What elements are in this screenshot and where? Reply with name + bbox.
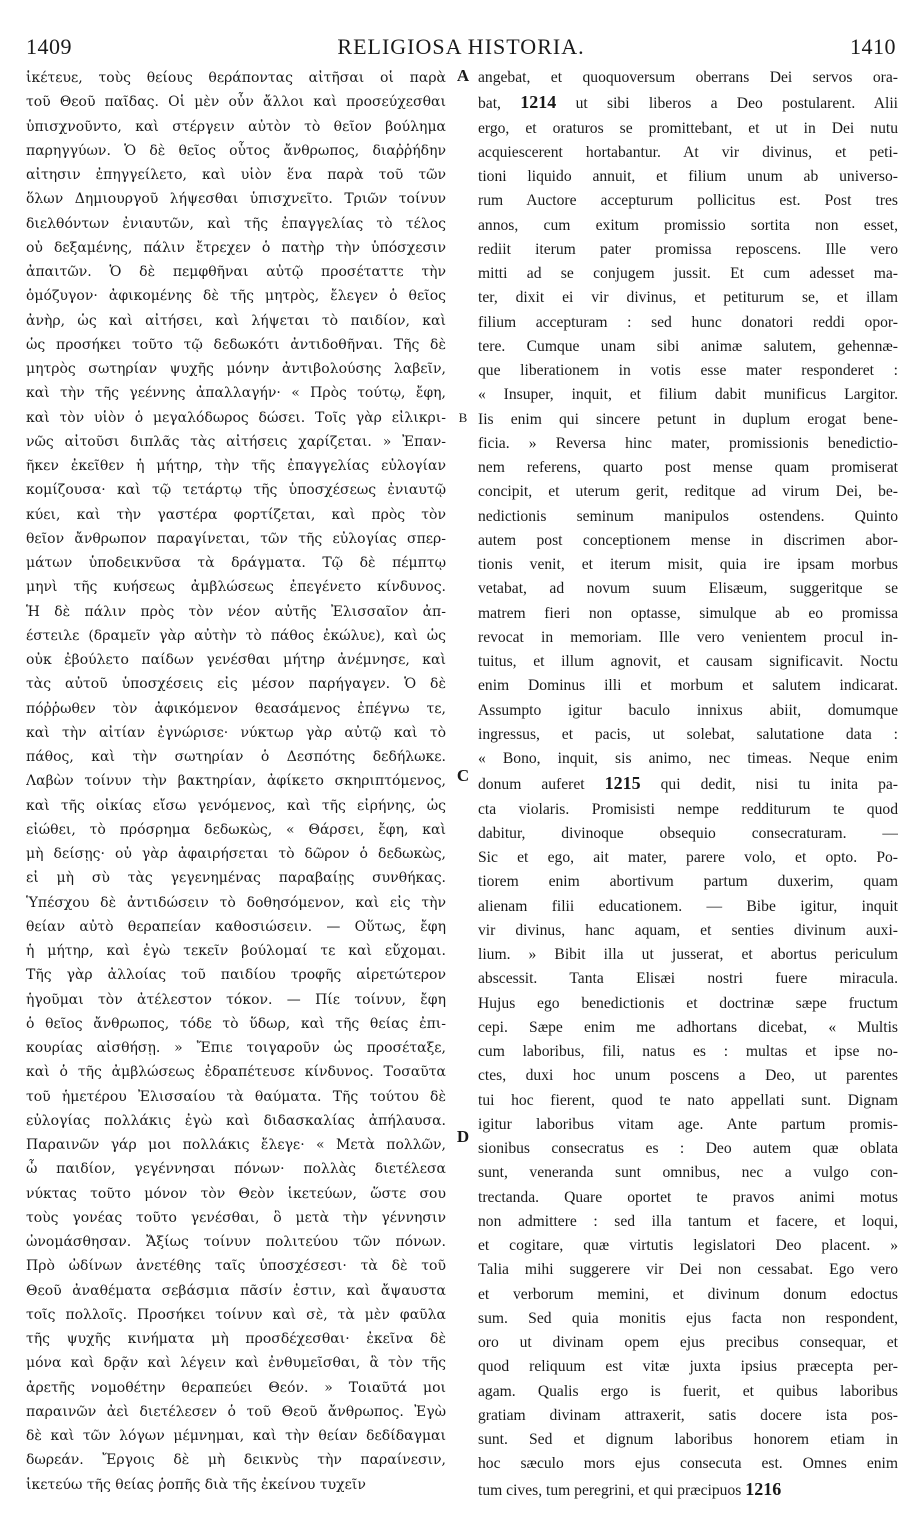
greek-line: νῶς αἰτοῦσι διπλᾶς τὰς αἰτήσεις χαρίζεται. » Ἐπαν- bbox=[26, 433, 446, 450]
latin-text-segment: tere. Cumque unam sibi animæ salutem, gehennæ- bbox=[478, 337, 898, 355]
greek-line: μηνὶ τῆς κυήσεως ἀμβλώσεως ἐπεγένετο κίνδυνος. bbox=[26, 579, 446, 596]
latin-text-segment: qui dedit, nisi tu inita pa- bbox=[640, 776, 898, 794]
latin-text-segment: ergo, et oraturos se promittebant, et ut in Dei nutu bbox=[478, 119, 898, 137]
latin-line bbox=[478, 1331, 898, 1355]
greek-line: τῆς ψυχῆς κινήματα μὴ προσδέχεσθαι· ἐκεῖνα δὲ bbox=[26, 1331, 446, 1347]
greek-line: αἰτησιν ἐπηγγείλετο, καὶ υἱὸν ἕνα παρὰ τοῦ τῶν bbox=[26, 167, 446, 183]
latin-text-segment: matrem fieri non optasse, simulque ab eo promissa bbox=[478, 604, 898, 622]
latin-text-segment: ut sibi liberos a Deo postularent. Alii bbox=[556, 95, 898, 113]
latin-text-segment: vetabat, ad novum suum Elisæum, suggeritque se bbox=[478, 580, 898, 598]
greek-line: ὠνομάσθησαν. Ἄξίως τοίνυν πολιτεύου τῶν πόνων. bbox=[26, 1234, 446, 1250]
latin-text-segment: vir divinus, hanc aquam, et senties divinum auxi- bbox=[478, 921, 898, 939]
latin-line bbox=[478, 870, 898, 894]
greek-line: νύκτας τοῦτο μόνον τὸν Θεὸν ἱκετεύων, ὥστε σου bbox=[26, 1185, 446, 1202]
latin-line bbox=[478, 1477, 898, 1503]
latin-text-segment: alienam filii educationem. — Bibe igitur, inquit bbox=[478, 897, 898, 915]
latin-line bbox=[478, 723, 898, 747]
greek-line: Θεοῦ ἀναθέματα σεβάσμια πᾶσίν ἐστιν, καὶ ἄψαυστα bbox=[26, 1282, 446, 1299]
latin-text-segment: mitti ad se conjugem jussit. Et cum adesset ma- bbox=[478, 265, 898, 282]
latin-line bbox=[478, 1040, 898, 1064]
latin-text-segment: sunt, veneranda sunt omnibus, nec a vulgo con- bbox=[478, 1164, 898, 1182]
greek-line: έστειλε (δραμεῖν γὰρ αὐτὴν τὸ πάθος ἐκώλυε), καὶ ὡς bbox=[26, 627, 446, 644]
column-number: 1216 bbox=[745, 1478, 782, 1499]
latin-text-segment: abscessit. Tanta Elisæi nostri fuere miracula. bbox=[478, 970, 898, 988]
latin-line bbox=[478, 383, 898, 407]
latin-line bbox=[478, 189, 898, 213]
latin-line bbox=[478, 505, 898, 529]
greek-line: οὐκ ἐβούλετο παίδων γενέσθαι μήτηρ ἀνέμνησε, καὶ bbox=[26, 652, 446, 668]
latin-text-segment: tionis venit, et iterum misit, quia ire ipsam morbus bbox=[478, 556, 898, 573]
greek-line: Πρὸ ὠδίνων ἀνετέθης ταῖς ὑποσχέσεσι· τὰ δὲ τοῦ bbox=[26, 1258, 446, 1275]
latin-line bbox=[478, 165, 898, 189]
latin-text-segment: rum Auctore accepturum pollicitus est. Post tres bbox=[478, 192, 898, 210]
greek-line: ὑπισχνοῦντο, καὶ στέργειν αὐτὸν τὸ θεῖον βούλημα bbox=[26, 118, 446, 135]
greek-line: ἀπαιτῶν. Ὁ δὲ πεμφθῆναι αὐτῷ προσέταττε τὴν bbox=[26, 264, 446, 280]
latin-text-segment: dabitur, divinoque obsequio consecraturam. — bbox=[478, 824, 898, 842]
greek-line: κομίζουσα· καὶ τῷ τετάρτῳ τῆς ὑποσχέσεως ἐνιαυτῷ bbox=[26, 482, 446, 499]
latin-text-segment: ter, dixit ei vir divinus, et petiturum se, et illam bbox=[478, 289, 898, 307]
latin-line bbox=[478, 553, 898, 577]
latin-line bbox=[478, 359, 898, 383]
latin-text-column bbox=[478, 66, 898, 1526]
greek-line: ὡς προσήκει τοῦτο τῷ δεδωκότι ἀντιδοθῆναι. Τῆς δὲ bbox=[26, 336, 446, 353]
latin-line bbox=[478, 141, 898, 165]
greek-line: Λαβὼν τοίνυν τὴν βακτηρίαν, ἀφίκετο σκηριπτόμενος, bbox=[26, 773, 446, 790]
greek-line: ἱκέτευε, τοὺς θείους θεράποντας αἰτῆσαι οἱ παρὰ bbox=[26, 70, 446, 86]
greek-line: καὶ τὴν αἰτίαν ἐγνώρισε· νύκτωρ γὰρ αὐτῷ καὶ τὸ bbox=[26, 724, 446, 741]
latin-line bbox=[478, 1113, 898, 1137]
latin-text-segment: Talia mihi suggerere vir Dei non cessabat. Ego vero bbox=[478, 1261, 898, 1279]
latin-line bbox=[478, 1186, 898, 1210]
latin-line bbox=[478, 311, 898, 335]
latin-text-segment: nedictionis seminum manipulos ostendens. Quinto bbox=[478, 507, 898, 525]
latin-line bbox=[478, 699, 898, 723]
greek-line: παρηγγύων. Ὁ δὲ θεῖος οὗτος ἄνθρωπος, διαῤῥήδην bbox=[26, 142, 446, 159]
greek-line: ἀρετῆς νομοθέτην θεραπεύει Θεόν. » Τοιαῦτά μοι bbox=[26, 1379, 446, 1396]
latin-text-segment: tiorem enim abortivum partum duxerim, quam bbox=[478, 873, 898, 891]
latin-line bbox=[478, 480, 898, 504]
latin-line bbox=[478, 919, 898, 943]
latin-text-segment: hoc sæculo mors ejus consecuta est. Omnes enim bbox=[478, 1455, 898, 1473]
latin-text-segment: agam. Qualis ergo is fuerit, et quibus laboribus bbox=[478, 1382, 898, 1400]
latin-text-segment: non admittere : sed illa tantum et facere, et loqui, bbox=[478, 1212, 898, 1230]
latin-line bbox=[478, 747, 898, 771]
latin-line bbox=[478, 1016, 898, 1040]
latin-text-segment: sunt. Sed et dignum laboribus honorem etiam in bbox=[478, 1431, 898, 1448]
latin-text-segment: nem referens, quarto post mense quam promiserat bbox=[478, 459, 898, 476]
latin-line bbox=[478, 1283, 898, 1307]
latin-text-segment: ficia. » Reversa hinc mater, promissionis benedictio- bbox=[478, 434, 898, 452]
latin-line bbox=[478, 1355, 898, 1379]
greek-line: εἰ μὴ σὺ τὰς γεγενημένας παραβαίῃς συνθήκας. bbox=[26, 870, 446, 887]
running-title: RELIGIOSA HISTORIA. bbox=[337, 34, 585, 59]
latin-text-segment: gratiam divinam attraxerit, satis docere ista pos- bbox=[478, 1406, 898, 1424]
latin-line bbox=[478, 967, 898, 991]
column-number: 1215 bbox=[604, 773, 641, 794]
greek-line: θεῖον ἄνθρωπον παραγίνεται, τῶν τῆς εὐλογίας σπερ- bbox=[26, 530, 446, 547]
greek-line: ὅλων Δημιουργοῦ λήψεσθαι ὑπισχνεῖτο. Τριῶν τοίνυν bbox=[26, 191, 446, 208]
latin-text-segment: tui hoc fierent, quod te nato appellati sunt. Dignam bbox=[478, 1091, 898, 1109]
greek-line: ῆκεν ἐκεῖθεν ἡ μήτηρ, τὴν τῆς ἐπαγγελίας εὐλογίαν bbox=[26, 458, 446, 474]
latin-text-segment: « Bono, inquit, sis animo, nec timeas. Neque enim bbox=[478, 750, 898, 767]
greek-line: πόῤῥωθεν τὸν ἀφικόμενον θεασάμενος ἐπέγνω τε, bbox=[26, 700, 446, 717]
right-page-number: 1410 bbox=[850, 34, 896, 59]
greek-line: ἡ μήτηρ, καὶ ἐγὼ τεκεῖν βούλομαί τε καὶ εὔχομαι. bbox=[26, 943, 446, 959]
latin-text-segment: Iis enim qui sincere petunt in duplum erogat bene- bbox=[478, 410, 898, 428]
latin-line bbox=[478, 529, 898, 553]
left-page-number: 1409 bbox=[26, 34, 72, 59]
greek-line: τὰς αὐτοῦ ὑποσχέσεις εἰς μέσον παρήγαγεν. Ὁ δὲ bbox=[26, 676, 446, 693]
latin-text-segment: Sic et ego, ait mater, parere volo, et opto. Po- bbox=[478, 849, 898, 866]
latin-line bbox=[478, 798, 898, 822]
greek-line: κουρίας αἰσθήσῃ. » Ἔπιε τοιγαροῦν ὡς προσέταξε, bbox=[26, 1040, 446, 1056]
latin-text-segment: cum laboribus, fili, natus es : multas et ipse no- bbox=[478, 1043, 898, 1060]
greek-line: εἰώθει, τὸ πρόσρημα δεδωκὼς, « Θάρσει, ἔφη, καὶ bbox=[26, 821, 446, 838]
greek-line: ὦ παιδίον, γεγέννησαι πόνων· πολλὰς διετέλεσα bbox=[26, 1161, 446, 1178]
greek-text-column bbox=[26, 66, 446, 1526]
greek-line: ἀνὴρ, ὡς καὶ αἰτήσει, καὶ λήψεται τὸ παιδίον, καὶ bbox=[26, 312, 446, 329]
latin-text-segment: acquiescerent hortabantur. At vir divinus, et peti- bbox=[478, 143, 898, 161]
latin-line bbox=[478, 650, 898, 674]
latin-line bbox=[478, 1428, 898, 1452]
greek-line: καὶ ὁ τῆς ἀμβλώσεως ἐδραπέτευσε κίνδυνος. Τοσαῦτα bbox=[26, 1064, 446, 1081]
latin-line bbox=[478, 1404, 898, 1428]
latin-text-segment: sionibus consecratus es : Deo autem quæ oblata bbox=[478, 1140, 898, 1157]
latin-line bbox=[478, 846, 898, 870]
latin-line bbox=[478, 1452, 898, 1476]
latin-line bbox=[478, 286, 898, 310]
latin-line bbox=[478, 1380, 898, 1404]
latin-text-segment: ingressus, et pacis, ut solebat, salutatione data : bbox=[478, 725, 898, 743]
latin-line bbox=[478, 674, 898, 698]
greek-line: πάθος, καὶ τὴν σωτηρίαν ὁ Δεσπότης δεδήλωκε. bbox=[26, 749, 446, 765]
latin-text-segment: rediit iterum pater promissa reposcens. Ille vero bbox=[478, 240, 898, 258]
latin-line bbox=[478, 1161, 898, 1185]
latin-line bbox=[478, 1234, 898, 1258]
latin-text-segment: que liberationem in votis esse mater responderet : bbox=[478, 362, 898, 379]
latin-text-segment: et verborum memini, et divinum donum edoctus bbox=[478, 1285, 898, 1303]
greek-line: παραινῶν ἀεὶ διετέλεσεν ὁ τοῦ Θεοῦ ἄνθρωπος. Ἐγὼ bbox=[26, 1403, 446, 1420]
latin-text-segment: tum cives, tum peregrini, et qui præcipuos bbox=[478, 1481, 746, 1499]
greek-line: δωρεάν. Ἔργοις δὲ μὴ δεικνὺς τὴν παραίνεσιν, bbox=[26, 1452, 446, 1469]
latin-line bbox=[478, 1258, 898, 1282]
latin-line bbox=[478, 90, 898, 116]
greek-line: ὁμόζυγον· ἀφικομένης δὲ τῆς μητρὸς, ἔλεγεν ὁ θεῖος bbox=[26, 288, 446, 305]
latin-line bbox=[478, 822, 898, 846]
latin-text-segment: tioni liquido annuit, et filium unum ab universo- bbox=[478, 168, 898, 185]
latin-line bbox=[478, 117, 898, 141]
greek-line: τοῦ Θεοῦ παῖδας. Οἱ μὲν οὖν ἄλλοι καὶ προσεύχεσθαι bbox=[26, 94, 446, 111]
section-marker-b: B bbox=[458, 410, 468, 425]
greek-line: Ἡ δὲ πάλιν πρὸς τὸν νέον αὐτῆς Ἐλισσαῖον ἀπ- bbox=[26, 603, 446, 620]
latin-text-segment: revocat in memoriam. Ille vero venientem procul in- bbox=[478, 628, 898, 646]
latin-line bbox=[478, 262, 898, 286]
latin-line bbox=[478, 214, 898, 238]
latin-text-segment: concipit, et uterum gerit, reditque ad virum Dei, be- bbox=[478, 483, 898, 501]
latin-line bbox=[478, 1064, 898, 1088]
latin-text-segment: sum. Sed quia monitis ejus facta non respondent, bbox=[478, 1309, 898, 1327]
section-marker-a: A bbox=[456, 66, 470, 85]
greek-line: διελθόντων ἐνιαυτῶν, καὶ τῆς ἐπαγγελίας τὸ τέλος bbox=[26, 215, 446, 232]
latin-text-segment: Assumpto igitur baculo innixus abiit, domumque bbox=[478, 701, 898, 719]
latin-text-segment: Hujus ego benedictionis et doctrinæ sæpe fructum bbox=[478, 994, 898, 1012]
latin-line bbox=[478, 456, 898, 480]
section-marker-c: C bbox=[456, 766, 470, 785]
greek-line: εὐλογίας πολλάκις ἐγὼ καὶ διδασκαλίας ἀπήλαυσα. bbox=[26, 1112, 446, 1129]
greek-line: μητρὸς σωτηρίαν ψυχῆς μόνην ἀντιβολούσης λαβεῖν, bbox=[26, 361, 446, 377]
greek-line: μάτων ὑποδεικνῦσα τὰ δράγματα. Τῷ δὲ πέμπτῳ bbox=[26, 555, 446, 571]
greek-line: μὴ δείσῃς· οὐ γὰρ ἀφαιρήσεται τὸ δῶρον ὁ δεδωκὼς, bbox=[26, 846, 446, 862]
greek-line: οὐ δεξαμένης, πάλιν ἔτρεχεν ὁ πατὴρ τὴν ὑπόσχεσιν bbox=[26, 239, 446, 256]
greek-line: θείαν αὐτὸ θεραπείαν καθοσιώσειν. — Οὕτως, ἔφη bbox=[26, 918, 446, 935]
latin-line bbox=[478, 1307, 898, 1331]
column-number: 1214 bbox=[520, 92, 557, 113]
latin-line bbox=[478, 577, 898, 601]
latin-line bbox=[478, 408, 898, 432]
latin-line bbox=[478, 895, 898, 919]
latin-text-segment: donum auferet bbox=[478, 776, 605, 794]
latin-text-segment: igitur laboribus vitam age. Ante partum promis- bbox=[478, 1115, 898, 1133]
greek-line: ἱκετεύω τῆς θείας ῥοπῆς διὰ τῆς ἐκείνου τυχεῖν bbox=[26, 1476, 366, 1493]
latin-line bbox=[478, 1210, 898, 1234]
latin-text-segment: enim Dominus illi et morbum et salutem indicarat. bbox=[478, 677, 898, 695]
greek-line: τοῖς πολλοῖς. Προσήκει τοίνυν καὶ σὲ, τὰ μὲν φαῦλα bbox=[26, 1306, 446, 1323]
latin-text-segment: bat, bbox=[478, 95, 521, 113]
latin-text-segment: « Insuper, inquit, et filium dabit munificus Largitor. bbox=[478, 386, 898, 404]
latin-text-segment: annos, cum exitum promissio sortita non esset, bbox=[478, 216, 898, 234]
latin-text-segment: et cogitare, quæ virtutis legislatori Deo placent. » bbox=[478, 1237, 898, 1254]
greek-line: καὶ τὸν υἱὸν ὁ μεγαλόδωρος δώσει. Τοῖς γὰρ εἰλικρι- bbox=[26, 409, 446, 426]
latin-line bbox=[478, 1137, 898, 1161]
greek-line: Τῆς γὰρ ἀλλοίας τοῦ παιδίου τροφῆς αἱρετώτερον bbox=[26, 967, 446, 984]
greek-line: καὶ τῆς οἰκίας εἴσω γενόμενος, καὶ τῆς εἰρήνης, ὡς bbox=[26, 797, 446, 814]
greek-line: μόνα καὶ δρᾷν καὶ λέγειν καὶ ἐνθυμεῖσθαι, ἃ τὸν τῆς bbox=[26, 1355, 446, 1372]
latin-text-segment: tuitus, et illum agnovit, et causam significavit. Noctu bbox=[478, 653, 898, 670]
latin-line bbox=[478, 626, 898, 650]
greek-line: τοὺς γονέας τοῦτο γενέσθαι, ὃ μετὰ τὴν γέννησιν bbox=[26, 1209, 446, 1226]
greek-line: ἡγοῦμαι τὸν ἀτέλεστον τόκον. — Πίε τοίνυν, ἔφη bbox=[26, 991, 446, 1008]
greek-line: ὁ θεῖος ἄνθρωπος, τόδε τὸ ὕδωρ, καὶ τῆς θείας ἐπι- bbox=[26, 1015, 446, 1032]
latin-line bbox=[478, 602, 898, 626]
latin-text-segment: filium accepturam : sed hunc donatori reddi opor- bbox=[478, 313, 898, 331]
latin-line bbox=[478, 771, 898, 797]
greek-line: καὶ τὴν τῆς γεέννης ἀπαλλαγήν· « Πρὸς τούτῳ, ἔφη, bbox=[26, 385, 446, 402]
latin-text-segment: cta violaris. Promisisti nempe redditurum te quod bbox=[478, 800, 898, 818]
latin-line bbox=[478, 335, 898, 359]
latin-text-segment: cepi. Sæpe enim me adhortans dicebat, « Multis bbox=[478, 1018, 898, 1036]
latin-line bbox=[478, 238, 898, 262]
latin-line bbox=[478, 66, 898, 90]
greek-line: τοῦ ἡμετέρου Ἐλισσαίου τὰ θαύματα. Τῆς τούτου δὲ bbox=[26, 1088, 446, 1105]
section-marker-d: D bbox=[456, 1127, 470, 1146]
latin-text-segment: lium. » Bibit illa ut jusserat, et abortus periculum bbox=[478, 946, 898, 963]
latin-text-segment: autem post conceptionem mense in discrimen abor- bbox=[478, 531, 898, 549]
greek-line: Ὑπέσχου δὲ ἀντιδώσειν τὸ δοθησόμενον, καὶ εἰς τὴν bbox=[26, 894, 446, 911]
latin-text-segment: quod reliquum est vitæ juxta ipsius præcepta per- bbox=[478, 1358, 898, 1376]
greek-line: Παραινῶν γάρ μοι πολλάκις ἔλεγε· « Μετὰ πολλῶν, bbox=[26, 1137, 446, 1153]
running-header bbox=[26, 32, 896, 62]
latin-text-segment: ctes, duxi hoc unum poscens a Deo, ut parentes bbox=[478, 1067, 898, 1085]
latin-line bbox=[478, 992, 898, 1016]
greek-line: δὲ καὶ τῶν λόγων μέμνημαι, καὶ τὴν θείαν δεδίδαγμαι bbox=[26, 1428, 446, 1444]
latin-text-segment: angebat, et quoquoversum oberrans Dei servos ora- bbox=[478, 69, 898, 86]
latin-line bbox=[478, 943, 898, 967]
latin-text-segment: oro ut divinam opem ejus precibus consequar, et bbox=[478, 1334, 898, 1351]
greek-line: κύει, καὶ τὴν γαστέρα φορτίζεται, καὶ πρὸς τὸν bbox=[26, 506, 446, 523]
latin-text-segment: trectanda. Quare oportet te pravos animi motus bbox=[478, 1188, 898, 1206]
latin-line bbox=[478, 1089, 898, 1113]
latin-line bbox=[478, 432, 898, 456]
